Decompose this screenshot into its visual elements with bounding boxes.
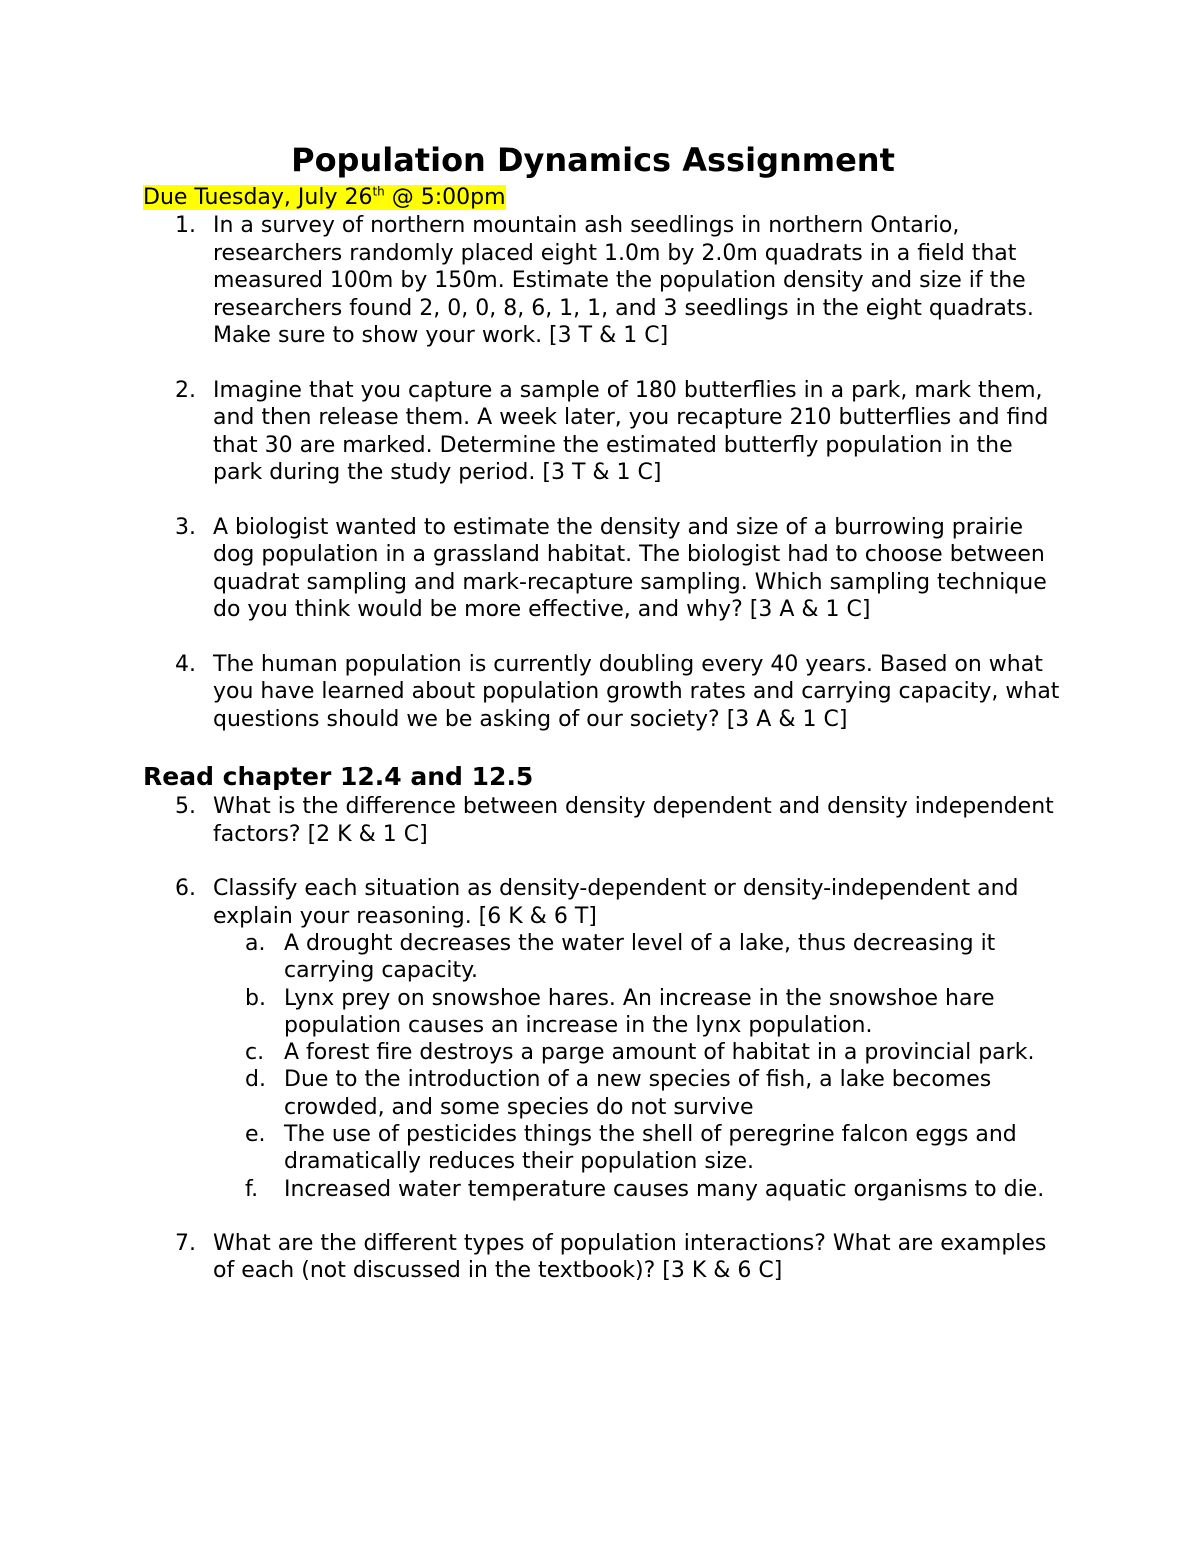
sub-item-text: Lynx prey on snowshoe hares. An increase in the snowshoe hare population causes an increase in the lynx population. (284, 985, 995, 1038)
question-text: What is the difference between density dependent and density independent factors? [2 K & 1 C] (213, 794, 1054, 847)
question-text: In a survey of northern mountain ash seedlings in northern Ontario, researchers randomly placed eight 1.0m by 2.0m quadrats in a field that measured 100m by 150m. Estimate the population density and size if the researchers found 2, 0, 0, 8, 6, 1, 1, and 3 seedlings in the eight quadrats. Make sure to show your work. [3 T & 1 C] (213, 213, 1034, 348)
due-date-prefix: Due Tuesday, July 26 (143, 185, 373, 210)
sub-item-a (143, 930, 1063, 985)
question-number: 2. (175, 377, 196, 403)
question-5 (143, 793, 1063, 848)
question-2 (143, 377, 1063, 487)
sub-item-f (143, 1176, 1063, 1203)
sub-item-letter: c. (245, 1040, 265, 1066)
sub-item-b (143, 985, 1063, 1040)
sub-item-e (143, 1121, 1063, 1176)
sub-item-text: A drought decreases the water level of a lake, thus decreasing it carrying capacity. (284, 931, 996, 984)
sub-item-letter: a. (245, 931, 266, 956)
question-number: 3. (175, 514, 196, 540)
sub-item-text: Increased water temperature causes many aquatic organisms to die. (284, 1176, 1045, 1202)
sub-item-c (143, 1039, 1063, 1066)
sub-item-letter: e. (245, 1122, 266, 1148)
question-4 (143, 651, 1063, 734)
question-text: The human population is currently doubling every 40 years. Based on what you have learned about population growth rates and carrying capacity, what questions should we be asking of our society? [3 A & 1 C] (213, 651, 1060, 732)
question-1 (143, 212, 1063, 350)
due-date-highlight (143, 185, 506, 210)
question-number: 7. (175, 1230, 196, 1256)
question-number: 5. (175, 794, 196, 819)
question-text: What are the different types of population interactions? What are examples of each (not discussed in the textbook)? [3 K & 6 C] (213, 1230, 1047, 1284)
due-date-suffix: @ 5:00pm (384, 185, 506, 210)
due-date-superscript: th (372, 184, 385, 199)
due-date-line (143, 184, 1063, 212)
sub-item-text: Due to the introduction of a new species of fish, a lake becomes crowded, and some species do not survive (284, 1067, 992, 1120)
section-heading: Read chapter 12.4 and 12.5 (143, 762, 534, 791)
sub-item-text: The use of pesticides things the shell of peregrine falcon eggs and dramatically reduces their population size. (284, 1122, 1017, 1175)
sub-item-letter: f. (245, 1176, 259, 1202)
question-6 (143, 875, 1063, 930)
page-title: Population Dynamics Assignment (291, 141, 895, 179)
sub-item-letter: d. (245, 1067, 266, 1093)
question-number: 4. (175, 651, 196, 677)
sub-item-d (143, 1066, 1063, 1121)
question-text: Classify each situation as density-dependent or density-independent and explain your reasoning. [6 K & 6 T] (213, 876, 1019, 929)
question-number: 6. (175, 876, 196, 901)
sub-item-letter: b. (245, 985, 266, 1011)
question-3 (143, 514, 1063, 624)
question-7 (143, 1230, 1063, 1285)
question-number: 1. (175, 213, 196, 238)
sub-item-text: A forest fire destroys a parge amount of habitat in a provincial park. (284, 1040, 1035, 1066)
question-text: Imagine that you capture a sample of 180 butterflies in a park, mark them, and then release them. A week later, you recapture 210 butterflies and find that 30 are marked. Determine the estimated butterfly population in the park during the study period. [3 T & 1 C] (213, 377, 1049, 485)
document-page (143, 140, 1063, 1285)
question-text: A biologist wanted to estimate the density and size of a burrowing prairie dog population in a grassland habitat. The biologist had to choose between quadrat sampling and mark-recapture sampling. Which sampling technique do you think would be more effective, and why? [3 A & 1 C] (213, 514, 1047, 622)
